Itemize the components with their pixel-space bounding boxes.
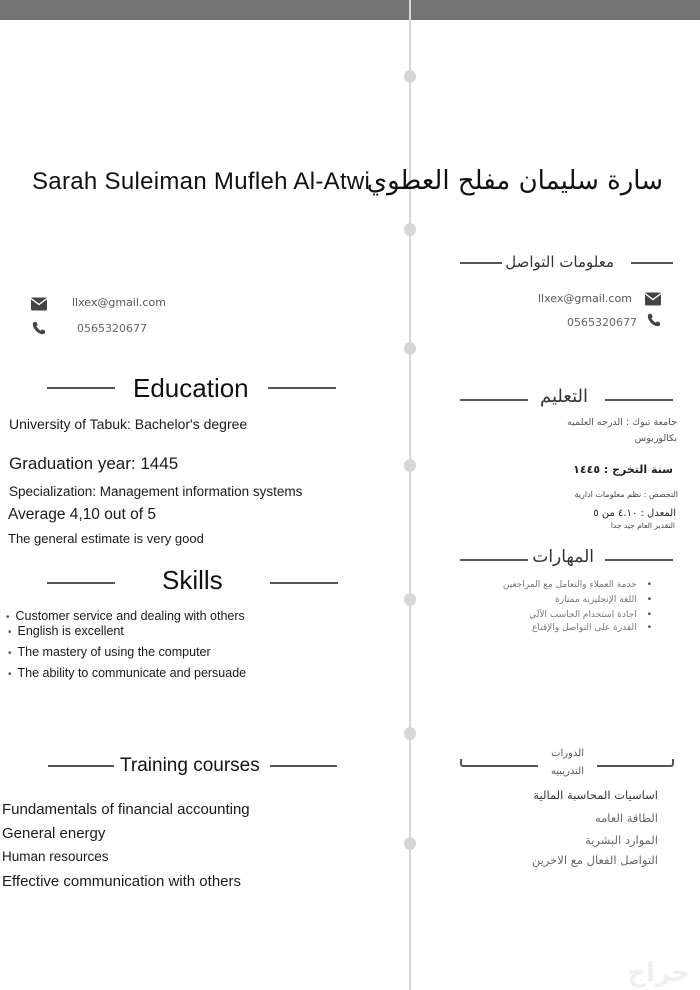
divider-rule (605, 399, 673, 401)
skill-item: • The mastery of using the computer (8, 645, 211, 659)
watermark-logo: حراج (627, 958, 690, 988)
education-average-en: Average 4,10 out of 5 (8, 506, 156, 523)
course-item-ar: اساسيات المحاسبة المالية (533, 788, 658, 802)
training-title-ar-line1: الدورات (551, 748, 584, 759)
course-item: Fundamentals of financial accounting (2, 801, 250, 818)
education-title-en: Education (133, 373, 249, 403)
divider-rule (47, 582, 115, 584)
phone-text-ar: 0565320677 (567, 316, 637, 329)
timeline-dot (404, 593, 416, 606)
envelope-icon (645, 292, 661, 306)
education-university-en: University of Tabuk: Bachelor's degree (9, 416, 248, 432)
phone-icon (31, 321, 47, 335)
skills-title-en: Skills (162, 565, 223, 595)
training-title-ar-line2: التدريبيه (550, 766, 584, 777)
timeline-dot (404, 837, 416, 850)
course-item: Human resources (2, 849, 109, 864)
divider-rule (47, 387, 115, 389)
header-bar (0, 0, 700, 20)
divider-rule (631, 262, 673, 264)
skill-item: • The ability to communicate and persuade (8, 666, 246, 680)
education-graduation-ar: سنة التخرج : ١٤٤٥ (573, 463, 673, 476)
course-item-ar: التواصل الفعال مع الاخرين (531, 853, 658, 867)
course-item-ar: الموارد البشرية (585, 833, 658, 847)
education-specialization-ar: التخصص : نظم معلومات ادارية (574, 490, 678, 499)
timeline-dot (404, 70, 416, 83)
skill-item: • Customer service and dealing with others (6, 609, 245, 623)
divider-rule (48, 765, 114, 767)
education-average-ar: المعدل : ٤.١٠ من ٥ (593, 508, 676, 519)
divider-rule (605, 559, 673, 561)
divider-rule (268, 387, 336, 389)
divider-rule (597, 759, 674, 767)
skills-title-ar: المهارات (532, 547, 594, 567)
divider-rule (270, 765, 337, 767)
skill-item-ar: • خدمة العملاء والتعامل مع المراجعين (503, 580, 652, 590)
header-divider (409, 0, 411, 21)
education-graduation-en: Graduation year: 1445 (9, 454, 179, 473)
name-english: Sarah Suleiman Mufleh Al-Atwi (32, 168, 371, 195)
divider-rule (460, 262, 502, 264)
course-item: General energy (2, 825, 106, 842)
divider-rule (270, 582, 338, 584)
training-title-en: Training courses (120, 755, 260, 776)
timeline-dot (404, 459, 416, 472)
divider-rule (460, 399, 528, 401)
envelope-icon (31, 297, 47, 311)
skill-item-ar: • القدرة على التواصل والإقناع (532, 623, 652, 633)
timeline-dot (404, 342, 416, 355)
email-text-en: llxex@gmail.com (72, 296, 166, 309)
email-text-ar: llxex@gmail.com (538, 292, 632, 305)
education-university-ar: جامعة تبوك : الدرجه العلميه (567, 417, 677, 428)
education-specialization-en: Specialization: Management information systems (9, 484, 303, 499)
skill-item-ar: • اللغة الإنجليزيه ممتازة (555, 595, 652, 605)
course-item-ar: الطاقة العامه (594, 811, 658, 825)
timeline-dot (404, 223, 416, 236)
education-title-ar: التعليم (540, 386, 588, 407)
contact-title-ar: معلومات التواصل (505, 253, 614, 271)
name-arabic: سارة سليمان مفلح العطوي (366, 166, 663, 196)
education-degree-ar: بكالوريوس (634, 433, 677, 444)
education-estimate-en: The general estimate is very good (8, 531, 204, 546)
course-item: Effective communication with others (2, 873, 241, 890)
phone-icon (646, 313, 662, 327)
timeline-dot (404, 727, 416, 740)
divider-rule (460, 759, 538, 767)
skill-item-ar: • اجادة استخدام الحاسب الآلي (529, 610, 652, 620)
divider-rule (460, 559, 528, 561)
phone-text-en: 0565320677 (77, 322, 147, 335)
skill-item: • English is excellent (8, 624, 124, 638)
education-estimate-ar: التقدير العام جيد جدا (610, 521, 675, 530)
